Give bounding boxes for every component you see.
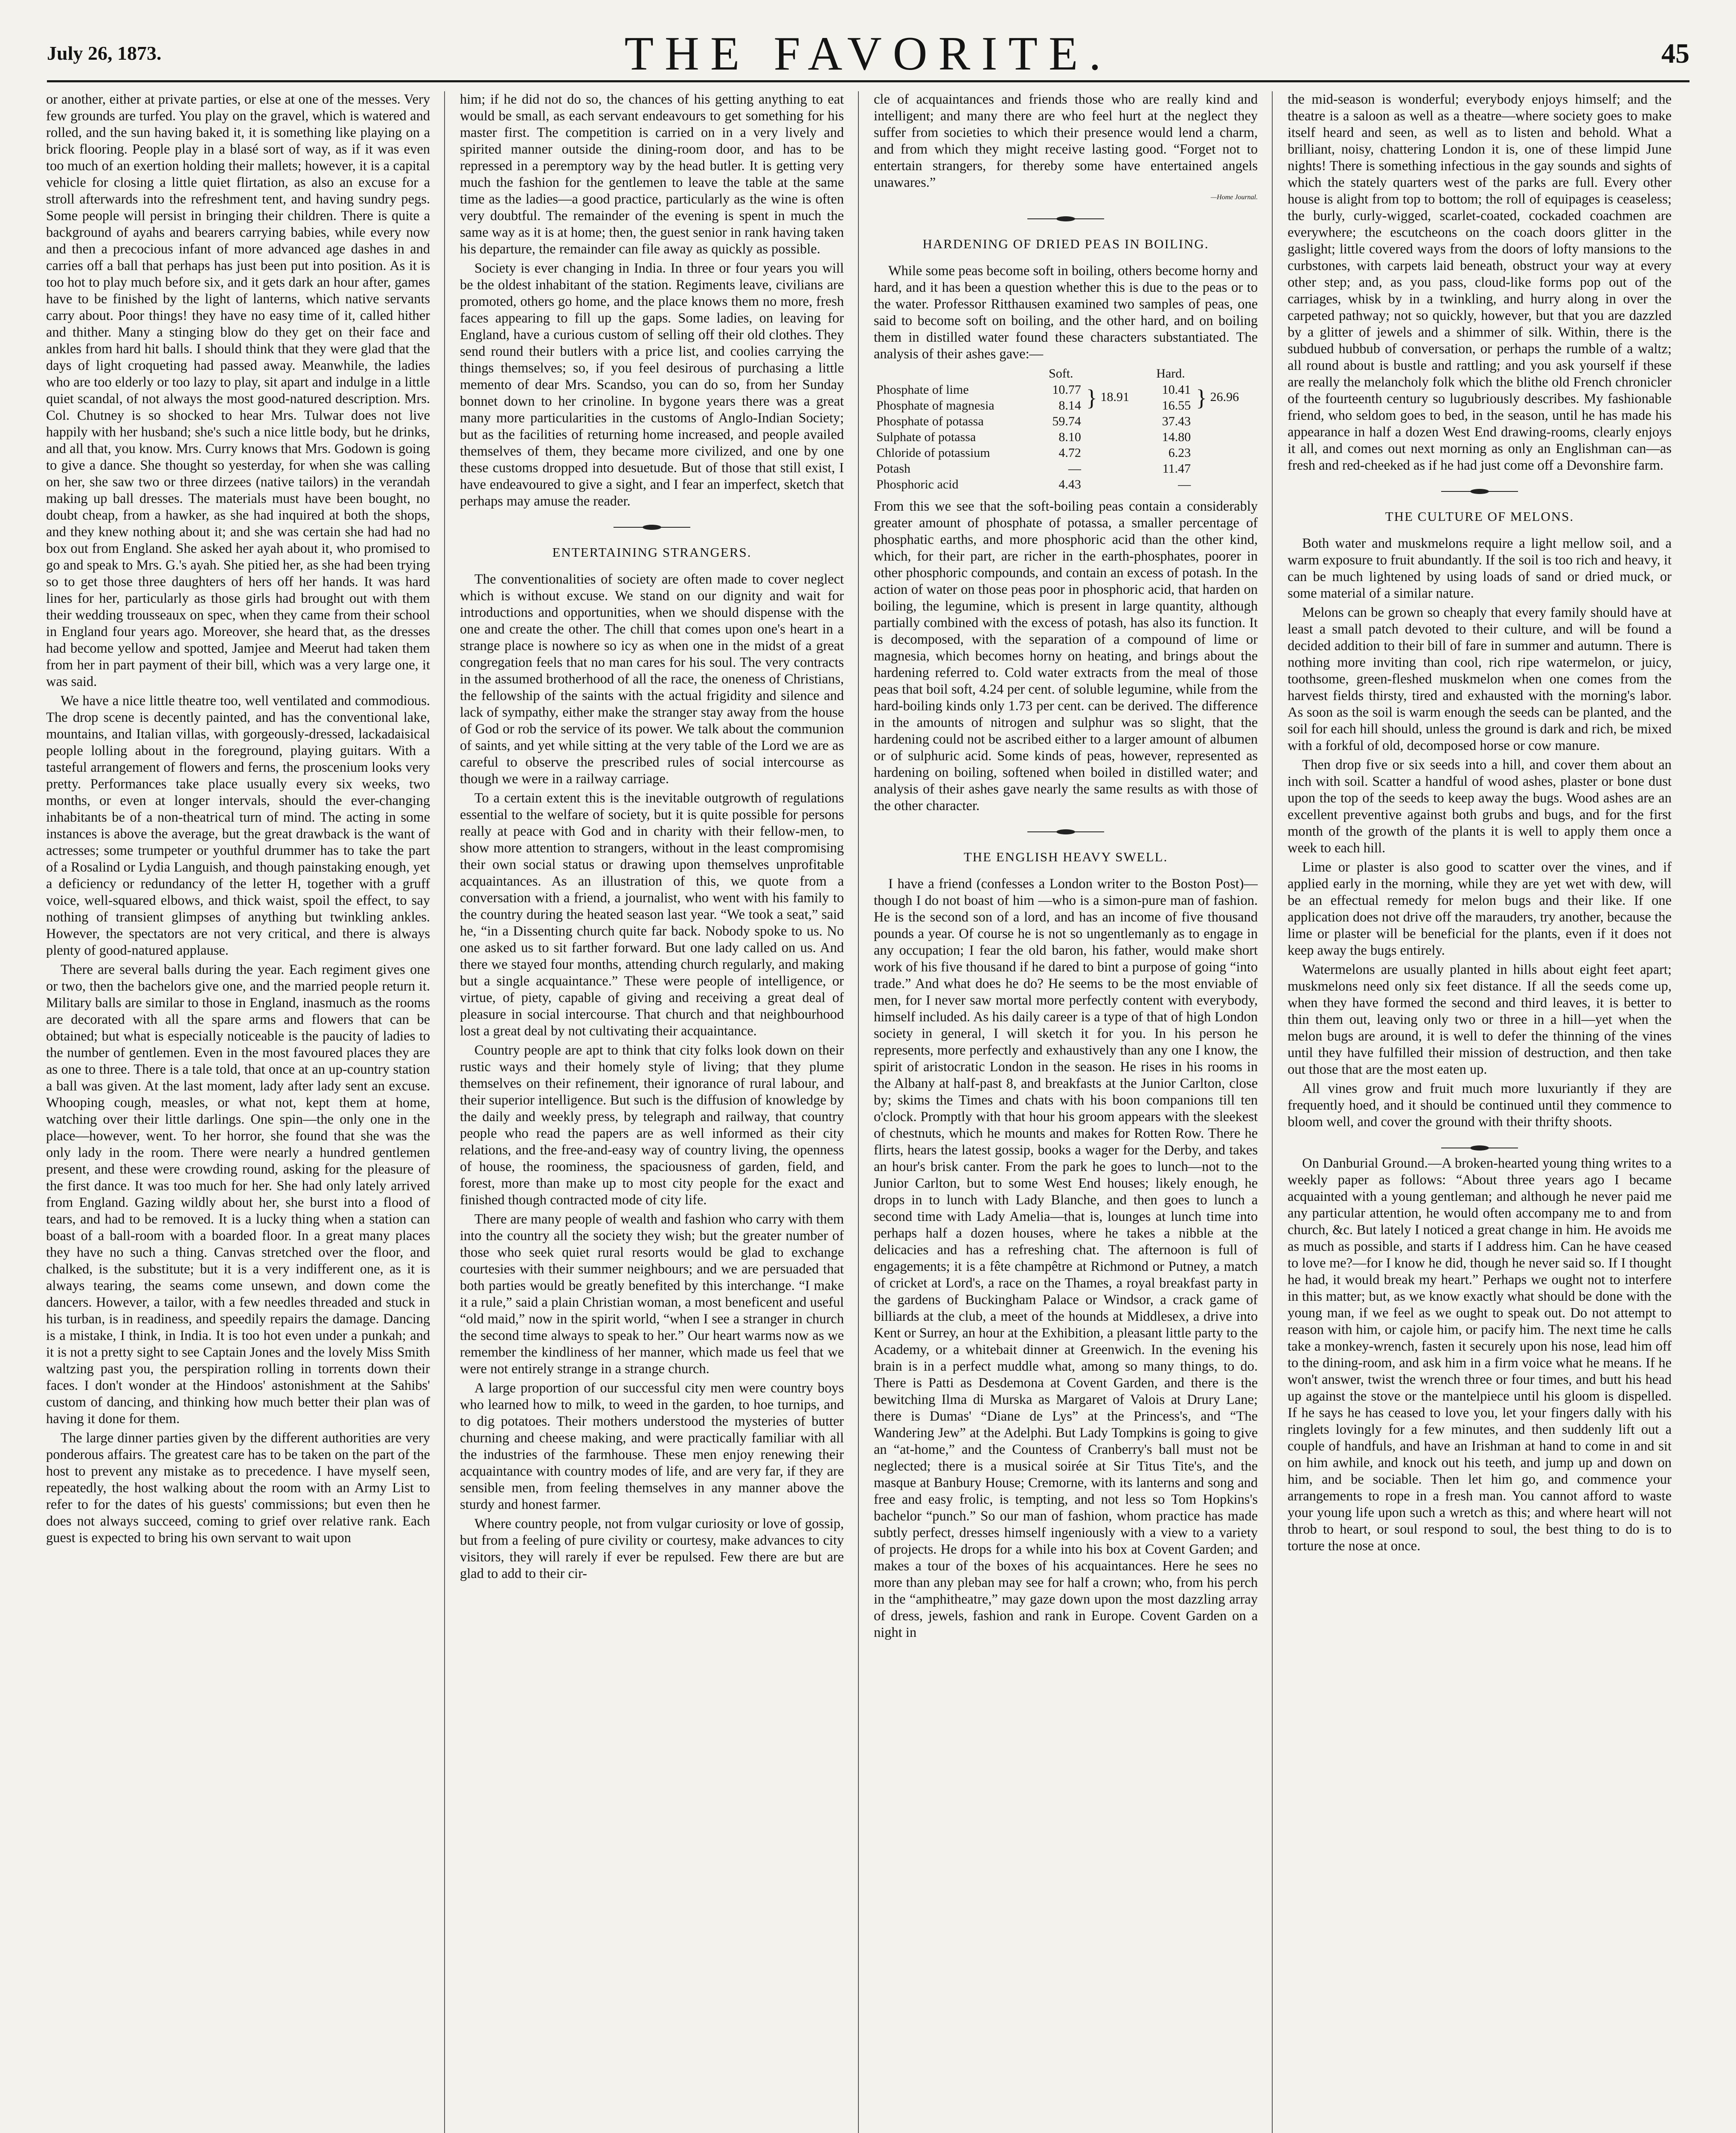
paragraph: There are many people of wealth and fashion who carry with them into the country all the society they wish; but the greater number of those who seek quiet rural resorts would be glad to exchange courtesies with their summer neighbours; and we are persuaded that both parties would be greatly benefited by this interchange. “I make it a rule,” said a plain Christian woman, a most beneficent and useful “old maid,” now in the spirit world, “when I see a stranger in church the second time always to speak to her.” Our heart warms now as we remember the kindliness of her manner, which made us feel that we were not entirely strange in a strange church. <box>460 1212 844 1377</box>
page-number: 45 <box>1661 38 1689 69</box>
paragraph: Lime or plaster is also good to scatter over the vines, and if applied early in the morning, while they are yet wet with dew, will be an effectual remedy for melon bugs and their like. If one application does not drive off the marauders, try another, because the lime or plaster will be beneficial for the plants, even if it does not keep away the bugs entirely. <box>1288 860 1672 958</box>
table-cell: 6.23 <box>1168 446 1191 460</box>
table-cell: 4.43 <box>1058 477 1081 491</box>
table-cell: Sulphate of potassa <box>876 430 976 444</box>
table-cell: Phosphate of magnesia <box>876 398 994 413</box>
table-cell: 18.91 <box>1100 390 1129 404</box>
paragraph: From this we see that the soft-boiling peas contain a considerably greater amount of phosphate of potassa, a smaller percentage of phosphatic earths, and more phosphoric acid than the other kind, which, for their part, are richer in the earth-phosphates, poorer in other phosphoric compounds, and contain an excess of potash. In the action of water on those peas poor in phosphoric acid, that harden on boiling, the legumine, which is present in large quantity, although partially combined with the excess of potash, has also its function. It is decomposed, with the separation of a compound of lime or magnesia, which becomes horny on heating, and brings about the hardening referred to. Cold water extracts from the meal of those peas that boil soft, 4.24 per cent. of soluble legumine, while from the hard-boiling kinds only 1.73 per cent. can be derived. The difference in the amounts of nitrogen and sulphur was so slight, that the hardening could not be ascribed either to a larger amount of albumen or of sulphuric acid. Some kinds of peas, however, represented as hardening on boiling, softened when boiled in distilled water; and analysis of their ashes gave nearly the same results as with those of the other character. <box>874 499 1258 814</box>
table-row <box>874 429 1258 445</box>
masthead-title: THE FAVORITE. <box>624 27 1112 80</box>
table-cell: — <box>1068 462 1081 476</box>
table-cell: Phosphate of lime <box>876 383 969 397</box>
paragraph: Both water and muskmelons require a light mellow soil, and a warm exposure to fruit abundantly. If the soil is too rich and heavy, it can be much lightened by using loads of sand or dried muck, or some material of a similar nature. <box>1288 536 1672 601</box>
table-cell: 8.14 <box>1058 398 1081 413</box>
issue-date: July 26, 1873. <box>47 42 162 64</box>
column-2 <box>460 91 844 2133</box>
paragraph: To a certain extent this is the inevitable outgrowth of regulations essential to the welfare of society, but it is quite possible for persons really at peace with God and in charity with their fellow-men, to show more attention to strangers, without in the least compromising their own social status or drawing upon themselves unprofitable acquaintances. As an illustration of this, we quote from a conversation with a friend, a journalist, who went with his family to the country during the heated season last year. “We took a seat,” said he, “in a Dissenting church quite far back. Nobody spoke to us. No one asked us to sit farther forward. But one lady called on us. And there we stayed four months, attending church regularly, and making but a single acquaintance.” These were people of intelligence, or virtue, of piety, capable of giving and receiving a great deal of pleasure in social intercourse. That church and that neighbourhood lost a great deal by not cultivating their acquaintance. <box>460 790 844 1039</box>
column-divider <box>1272 91 1273 2133</box>
page-header <box>47 17 1689 81</box>
table-row: Phosphate of lime 10.77 } 18.91 10.41 } 26.96 <box>874 382 1258 398</box>
table-cell: 11.47 <box>1162 462 1191 476</box>
paragraph: cle of acquaintances and friends those who are really kind and intelligent; and many there are who feel hurt at the neglect they suffer from societies to which their presence would lend a charm, and from which they might receive lasting good. “Forget not to entertain strangers, for thereby some have entertained angels unawares.” <box>874 92 1258 190</box>
paragraph: On Danburial Ground.—A broken-hearted young thing writes to a weekly paper as follows: “About three years ago I became acquainted with a young gentleman; and although he never paid me any particular attention, he would often accompany me to and from church, &c. But lately I noticed a great change in him. He avoids me as much as possible, and starts if I address him. Can he have ceased to love me?—for I know he did, though he never said so. If I thought he had, it would break my heart.” Perhaps we ought not to interfere in this matter; but, as we know exactly what should be done with the young man, if we feel as we ought to speak out. Do not attempt to reason with him, or cajole him, or pacify him. The next time he calls take a monkey-wrench, fasten it securely upon his nose, lead him off to the dining-room, and ask him in a firm voice what he means. If he won't answer, twist the wrench three or four times, and butt his head up against the stove or the mantelpiece until his gloom is dispelled. If he says he has ceased to love you, let your fingers dally with his ringlets lovingly for a few minutes, and then suddenly lift out a couple of handfuls, and have an Irishman at hand to come in and sit on him awhile, and knock out his teeth, and jump up and down on him, and be sociable. Then let him go, and commence your arrangements to rope in a fresh man. You cannot afford to waste your young life upon such a wretch as this; and where heart will not throb to heart, or soul respond to soul, the best thing to do is to torture the nose at once. <box>1288 1156 1672 1554</box>
paragraph: Society is ever changing in India. In three or four years you will be the oldest inhabitant of the station. Regiments leave, civilians are promoted, others go home, and the place knows them no more, fresh faces appearing to fill up the gaps. Some ladies, on leaving for England, have a curious custom of selling off their old clothes. They send round their butlers with a price list, and coolies carrying the things themselves; so, if you feel desirous of purchasing a little memento of dear Mrs. Scandso, you can do so, from her Sunday bonnet down to her crinoline. In bygone years there was a great many more particularities in the customs of Anglo-Indian Society; but as the facilities of returning home increased, and people availed themselves of them, they became more civilized, and one by one these customs dropped into desuetude. But of those that still exist, I have endeavoured to give a sight, and I fear an imperfect, sketch that perhaps may amuse the reader. <box>460 261 844 509</box>
table-cell: 14.80 <box>1162 430 1191 444</box>
paragraph: There are several balls during the year. Each regiment gives one or two, then the bachelors give one, and the married people return it. Military balls are similar to those in England, inasmuch as the rooms are decorated with all the spare arms and flowers that can be obtained; but what is especially noticeable is the paucity of ladies to the number of gentlemen. Even in the most favoured places they are as one to three. There is a tale told, that once at an up-country station a ball was given. At the last moment, lady after lady sent an excuse. Whooping cough, measles, or what not, kept them at home, watching over their little darlings. One spin—the only one in the place—however, went. To her horror, she found that she was the only lady in the room. There were nearly a hundred gentlemen present, and these were crowding round, asking for the pleasure of the first dance. It was too much for her. She had only lately arrived from England. Gazing wildly about her, she burst into a flood of tears, and had to be removed. It is a lucky thing when a station can boast of a ball-room with a boarded floor. In a great many places they have no such a thing. Canvas stretched over the floor, and chalked, is the substitute; but it is a very indifferent one, as it is always tearing, the seams come unsewn, and down come the dancers. However, a tailor, with a few needles threaded and stuck in his turban, is in readiness, and speedily repairs the damage. Dancing is a mistake, I think, in India. It is too hot even under a punkah; and it is not a pretty sight to see Captain Jones and the lovely Miss Smith waltzing past you, the perspiration rolling in torrents down their faces. I don't wonder at the Hindoos' astonishment at the Sahibs' custom of dancing, and thinking how much better their plan was of having it done for them. <box>46 962 430 1427</box>
paragraph: him; if he did not do so, the chances of his getting anything to eat would be small, as each servant endeavours to get something for his master first. The competition is carried on in a very lively and spirited manner outside the dining-room door, and has to be repressed in a peremptory way by the head butler. It is getting very much the fashion for the gentlemen to leave the table at the same time as the ladies—a good practice, particularly as the wine is often very doubtful. The remainder of the evening is spent in much the same way as it is at home; then, the guest senior in rank having taken his departure, the remainder can file away as quickly as possible. <box>460 92 844 257</box>
header-rule <box>47 80 1689 82</box>
column-divider <box>858 91 859 2133</box>
table-cell: 59.74 <box>1052 414 1081 428</box>
paragraph: A large proportion of our successful city men were country boys who learned how to milk, to weed in the garden, to hoe turnips, and to dig potatoes. Their mothers understood the mysteries of butter churning and cheese making, and were practically familiar with all the industries of the farmhouse. These men enjoy renewing their acquaintance with country modes of life, and are very far, if they are sensible men, from feeling themselves in any manner above the sturdy and honest farmer. <box>460 1380 844 1512</box>
table-row <box>874 413 1258 429</box>
table-cell: Chloride of potassium <box>876 446 990 460</box>
paragraph: We have a nice little theatre too, well ventilated and commodious. The drop scene is decently painted, and has the conventional lake, mountains, and Italian villas, with gorgeously-dressed, lackadaisical people lolling about in the foreground, playing guitars. With a tasteful arrangement of flowers and ferns, the proscenium looks very pretty. Performances take place usually every six weeks, two months, or even at longer intervals, should the ever-changing inhabitants be of a non-theatrical turn of mind. The acting in some instances is above the average, but the great drawback is the want of actresses; some trumpeter or youthful drummer has to take the part of a Rosalind or Lydia Languish, and though painstaking enough, yet a deficiency or redundancy of the letter H, together with a gruff voice, well-squared elbows, and thick waist, spoil the effect, to say nothing of transient glimpses of anything but twinkling ankles. However, the spectators are not very critical, and there is always plenty of good-natured applause. <box>46 693 430 958</box>
paragraph: Watermelons are usually planted in hills about eight feet apart; muskmelons need only six feet distance. If all the seeds come up, when they have formed the second and third leaves, it is better to thin them out, leaving only two or three in a hill—yet when the melon bugs are around, it is well to defer the thinning of the vines until they have fulfilled their mission of destruction, and then take out those that are the most eaten up. <box>1288 962 1672 1077</box>
article-heading: ENTERTAINING STRANGERS. <box>552 545 752 560</box>
article-heading: HARDENING OF DRIED PEAS IN BOILING. <box>922 236 1209 251</box>
table-row <box>874 461 1258 477</box>
paragraph: All vines grow and fruit much more luxuriantly if they are frequently hoed, and it should be continued until they commence to bloom well, and cover the ground with their thrifty shoots. <box>1288 1081 1672 1130</box>
paragraph: Where country people, not from vulgar curiosity or love of gossip, but from a feeling of pure civility or courtesy, make advances to city visitors, they will rarely if ever be repulsed. Few there are but are glad to add to their cir- <box>460 1516 844 1581</box>
ash-analysis-table <box>874 365 1258 492</box>
table-header: Soft. <box>1049 366 1073 381</box>
table-cell: 10.41 <box>1162 383 1191 397</box>
table-cell: Phosphoric acid <box>876 477 959 491</box>
section-ornament <box>614 523 690 532</box>
column-divider <box>444 91 445 2133</box>
table-cell: 16.55 <box>1162 398 1191 413</box>
table-cell: 26.96 <box>1210 390 1239 404</box>
table-header: Hard. <box>1156 366 1185 381</box>
paragraph: While some peas become soft in boiling, others become horny and hard, and it has been a question whether this is due to the peas or to the water. Professor Ritthausen examined two samples of peas, one said to become soft on boiling, and the other hard, and on boiling them in distilled water found these characters substantiated. The analysis of their ashes gave:— <box>874 263 1258 362</box>
table-cell: — <box>1178 477 1191 491</box>
table-row <box>874 445 1258 461</box>
table-row <box>874 477 1258 492</box>
section-ornament <box>1441 1143 1518 1153</box>
section-ornament <box>1027 827 1104 837</box>
section-ornament <box>1027 214 1104 224</box>
paragraph: the mid-season is wonderful; everybody enjoys himself; and the theatre is a saloon as well as a theatre—where society goes to make itself heard and seen, as well as to listen and behold. What a brilliant, noisy, chattering London it is, one of these limpid June nights! There is something infectious in the gay sounds and sights of which the stately quarters west of the parks are full. Every other house is alight from top to bottom; the roll of equipages is ceaseless; the burly, curly-wigged, scarlet-coated, cockaded coachmen are everywhere; the escutcheons on the coach doors glitter in the gaslight; little covered ways from the doors of lofty mansions to the curbstones, with carpets laid beneath, obstruct your way at every other step; and, as you pass, cloud-like forms pop out of the carriages, whisk by in a twinkling, and hurry along in over the carpeted pathway; not so quickly, however, but that you are dazzled by a glitter of jewels and a shimmer of silk. Within, there is the subdued hubbub of conversation, or perhaps the rumble of a waltz; all round about is bustle and rattling; and you ask yourself if these are really the melancholy folk which the blithe old French chronicler of the fourteenth century so lugubriously describes. My fashionable friend, who seldom goes to bed, in the season, until he has made his appearance in half a dozen West End drawing-rooms, clearly enjoys it all, and comes out next morning as only an Englishman can—as fresh and red-cheeked as if he had just come off a Devonshire farm. <box>1288 92 1672 473</box>
table-cell: Phosphate of potassa <box>876 414 984 428</box>
paragraph: I have a friend (confesses a London writer to the Boston Post)—though I do not boast of him —who is a simon-pure man of fashion. He is the second son of a lord, and has an income of five thousand pounds a year. Of course he is not so ungentlemanly as to engage in any occupation; I fear the old baron, his father, would make short work of his five thousand if he dared to bint a purpose of going “into trade.” And what does he do? He seems to be the most enviable of men, for I never saw mortal more perfectly content with everybody, himself included. As his daily career is a type of that of high London society in general, I will sketch it for you. In his person he represents, more perfectly and exhaustively than any one I know, the spirit of aristocratic London in the season. He rises in his rooms in the Albany at half-past 8, and breakfasts at the Junior Carlton, close by; skims the Times and chats with his boon companions till ten o'clock. Promptly with that hour his groom appears with the sleekest of chestnuts, which he mounts and makes for Rotten Row. There he flirts, hears the latest gossip, books a wager for the Derby, and takes an hour's brisk canter. From the park he goes to lunch—not to the Junior Carlton, but to some West End houses; likely enough, he drops in to lunch with Lady Blanche, and then goes to lunch a second time with Lady Amelia—that is, lounges at lunch time into perhaps half a dozen houses, where he takes a nibble at the delicacies and has a refreshing chat. The afternoon is full of engagements; it is a fête champêtre at Richmond or Putney, a match of cricket at Lord's, a race on the Thames, a royal breakfast party in the gardens of Buckingham Palace or Windsor, a crack game of billiards at the club, a meet of the hounds at Middlesex, a drive into Kent or Surrey, an hour at the Exhibition, a pleasant little party to the Academy, or a whitebait dinner at Greenwich. In the evening his brain is in a perfect muddle what, among so many things, to do. There is Patti as Desdemona at Covent Garden, and there is the bewitching Ilma di Murska as Margaret of Valois at Drury Lane; there is Dumas' “Diane de Lys” at the Princess's, and “The Wandering Jew” at the Adelphi. But Lady Tompkins is going to give an “at-home,” and the Countess of Cranberry's ball must not be neglected; there is a musical soirée at Sir Titus Tite's, and the masque at Banbury House; Cremorne, with its lanterns and song and free and easy frolic, is tempting, and not less so Tom Hopkins's bachelor “punch.” So our man of fashion, whom practice has made subtly perfect, dresses himself ingeniously with a view to a variety of projects. He drops for a while into his box at Covent Garden; and makes a tour of the boxes of his acquaintances. Here he sees no more than any pleban may see for half a crown; who, from his perch in the “amphitheatre,” may gaze down upon the most dazzling array of dress, jewels, fashion and rank in Europe. Covent Garden on a night in <box>874 876 1258 1640</box>
column-1 <box>46 91 430 2133</box>
paragraph: Then drop five or six seeds into a hill, and cover them about an inch with soil. Scatter a handful of wood ashes, plaster or bone dust upon the top of the seeds to keep away the bugs. Wood ashes are an excellent preventive against both grubs and bugs, and for the first month of the growth of the plants it is well to apply them once a week to each hill. <box>1288 757 1672 856</box>
table-cell: 37.43 <box>1162 414 1191 428</box>
table-cell: 10.77 <box>1052 383 1081 397</box>
table-cell: 4.72 <box>1058 446 1081 460</box>
article-heading: THE ENGLISH HEAVY SWELL. <box>963 849 1168 864</box>
table-cell: Potash <box>876 462 911 476</box>
table-header-row <box>874 365 1258 382</box>
paragraph: Country people are apt to think that city folks look down on their rustic ways and their homely style of living; that they plume themselves on their refinement, their ignorance of rural labour, and their superior intelligence. But such is the diffusion of knowledge by the daily and weekly press, by telegraph and railway, that country people who read the papers are as well informed as their city relations, and the free-and-easy way of country living, the openness of house, the roominess, the spaciousness of garden, field, and forest, more than make up to most city people for the exact and finished though contracted mode of city life. <box>460 1043 844 1208</box>
section-ornament <box>1441 487 1518 496</box>
column-3 <box>874 91 1258 2133</box>
paragraph: The conventionalities of society are often made to cover neglect which is without excuse. We stand on our dignity and wait for introductions and opportunities, when we should dispense with the one and create the other. The chill that comes upon one's heart in a strange place is nowhere so icy as when one in the midst of a great congregation feels that no man cares for his soul. The very contracts in the assumed brotherhood of all the race, the oneness of Christians, the fellowship of the saints with the actual frigidity and silence and lack of sympathy, either make the stranger stay away from the house of God or rob the service of its power. We talk about the communion of saints, and yet while sitting at the very table of the Lord we are as careful to observe the prescribed rules of social intercourse as though we were in a railway carriage. <box>460 572 844 787</box>
article-heading: THE CULTURE OF MELONS. <box>1385 509 1574 524</box>
paragraph: Melons can be grown so cheaply that every family should have at least a small patch devoted to their culture, and will be found a decided addition to their bill of fare in summer and autumn. There is nothing more inviting than cool, rich ripe watermelon, or juicy, toothsome, green-fleshed muskmelon when one comes from the harvest fields thirsty, tired and exhausted with the morning's labor. As soon as the soil is warm enough the seeds can be planted, and the soil for each hill should, unless the ground is dark and rich, be mixed with a forkful of old, decomposed horse or cow manure. <box>1288 605 1672 753</box>
table-cell: 8.10 <box>1058 430 1081 444</box>
paragraph: The large dinner parties given by the different authorities are very ponderous affairs. The greatest care has to be taken on the part of the host to prevent any mistake as to precedence. I have myself seen, repeatedly, the host walking about the room with an Army List to refer to for the dates of his guests' commissions; but even then he does not always succeed, coming to grief over relative rank. Each guest is expected to bring his own servant to wait upon <box>46 1430 430 1546</box>
column-4 <box>1288 91 1672 2133</box>
source-credit: —Home Journal. <box>1210 194 1258 201</box>
table-header <box>874 365 1038 382</box>
paragraph: or another, either at private parties, or else at one of the messes. Very few grounds are turfed. You play on the gravel, which is watered and rolled, and the sun having baked it, it is something like playing on a brick flooring. People play in a blasé sort of way, as if it was even too much of an exertion holding their mallets; however, it is a capital vehicle for closing a little quiet flirtation, as also an excuse for a stroll afterwards into the refreshment tent, and having sundry pegs. Some people will persist in bringing their children. There is quite a background of ayahs and bearers carrying babies, while every now and then a precocious infant of more advanced age dashes in and carries off a ball that perhaps has just been put into position. As it is too hot to play much before six, and it gets dark an hour after, games have to be finished by the light of lanterns, which native servants carry about. Poor things! they have no easy time of it, called hither and thither. Many a stinging blow do they get on their face and ankles from hard hit balls. I should think that they were glad that the days of light croqueting had passed away. Meanwhile, the ladies who are too elderly or too lazy to play, sit apart and indulge in a little quiet scandal, of not always the most good-natured description. Mrs. Col. Chutney is so shocked to hear Mrs. Tulwar does not live happily with her husband; she's such a nice little body, but he drinks, and all that, you know. Mrs. Curry knows that Mrs. Godown is going to give a dance. She thought so yesterday, for when she was calling on her, she saw two or three dirzees (native tailors) in the verandah making up ball dresses. The materials must have been bought, no doubt cheap, from a hawker, as she had inquired at both the shops, and they knew nothing about it; and she was certain she had had no box out from England. She asked her ayah about it, who promised to go and speak to Mrs. G.'s ayah. She pitied her, as she had been trying so to get those three daughters of hers off her hands. It was hard lines for her, particularly as those girls had brought out with them their wedding trousseaux on spec, when they came from their school in England four years ago. Moreover, she heard that, as the dresses had become yellow and spotted, Jamjee and Meerut had taken them from her in part payment of their bill, which was a very large one, it was said. <box>46 92 430 689</box>
